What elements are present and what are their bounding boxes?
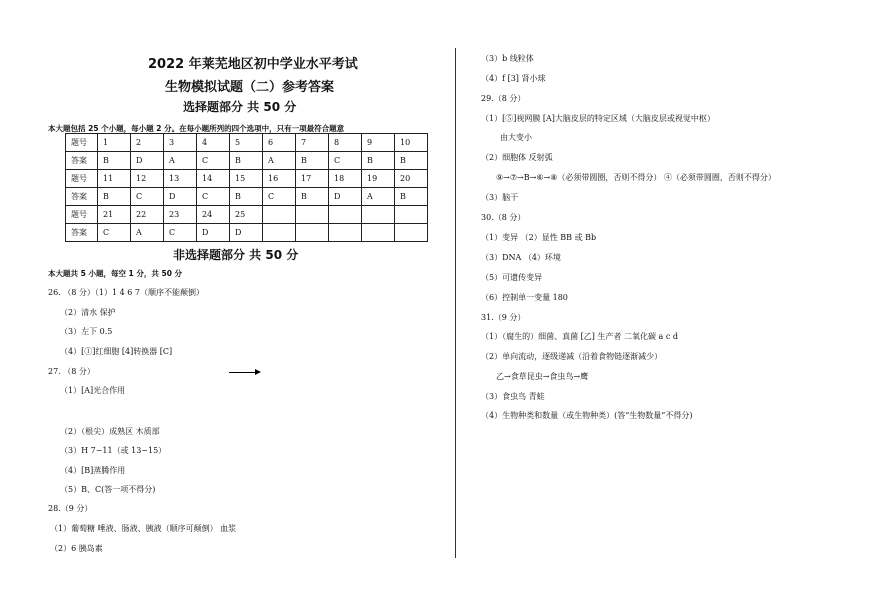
table-cell: 12 (131, 170, 164, 188)
table-cell (329, 206, 362, 224)
table-cell (329, 224, 362, 242)
right-line: （6）控制单一变量 180 (481, 293, 568, 302)
right-line: （1）（腐生的）细菌、真菌 [乙] 生产者 二氧化碳 a c d (481, 332, 678, 341)
column-divider (455, 48, 456, 558)
right-line: （3）DNA （4）环境 (481, 253, 561, 262)
row-header-cell: 答案 (66, 152, 98, 170)
table-cell (362, 224, 395, 242)
table-cell (395, 206, 428, 224)
left-line: （4）[①]红细胞 [4]转换器 [C] (60, 347, 173, 356)
table-cell (296, 206, 329, 224)
table-cell (395, 224, 428, 242)
table-cell: 7 (296, 134, 329, 152)
answer-key-title: 生物模拟试题（二）参考答案 (165, 80, 335, 95)
table-cell: 14 (197, 170, 230, 188)
right-line: （3）b 线粒体 (481, 54, 534, 63)
table-cell: 11 (98, 170, 131, 188)
right-line: （1）变异 （2）显性 BB 或 Bb (481, 233, 597, 242)
table-cell: A (263, 152, 296, 170)
table-cell: B (395, 188, 428, 206)
right-line: （5）可遗传变异 (481, 273, 543, 282)
row-header-cell: 题号 (66, 134, 98, 152)
table-cell: 22 (131, 206, 164, 224)
table-cell: 18 (329, 170, 362, 188)
table-cell: C (131, 188, 164, 206)
multiple-choice-instructions: 本大题包括 25 个小题，每小题 2 分。在每小题所列的四个选项中，只有一项最符合题意 (48, 124, 345, 133)
table-cell: B (230, 188, 263, 206)
table-cell: C (263, 188, 296, 206)
table-cell: D (230, 224, 263, 242)
table-row (66, 206, 428, 224)
table-cell: 13 (164, 170, 197, 188)
table-row (66, 170, 428, 188)
left-line: （4）[B]蒸腾作用 (60, 466, 126, 475)
table-cell: 2 (131, 134, 164, 152)
row-header-cell: 题号 (66, 170, 98, 188)
table-cell: C (164, 224, 197, 242)
table-cell: 3 (164, 134, 197, 152)
left-line: （2）清水 保护 (60, 308, 116, 317)
row-header-cell: 题号 (66, 206, 98, 224)
table-cell: B (98, 188, 131, 206)
table-cell: B (230, 152, 263, 170)
multiple-choice-heading: 选择题部分 共 50 分 (183, 100, 297, 114)
left-line: （1）[A]光合作用 (60, 386, 126, 395)
table-cell: B (296, 152, 329, 170)
right-line: （4）f [3] 肾小球 (481, 74, 546, 83)
table-cell: 9 (362, 134, 395, 152)
table-cell: 21 (98, 206, 131, 224)
table-row (66, 224, 428, 242)
table-cell: D (131, 152, 164, 170)
right-line: ⑨→⑦→B→⑥→⑧（必须带圆圈，否则不得分） ④（必须带圆圈，否则不得分） (496, 173, 776, 182)
table-cell: C (329, 152, 362, 170)
right-line: （4）生物种类和数量（或生物种类）(答“生物数量”不得分) (481, 411, 693, 420)
table-cell: 17 (296, 170, 329, 188)
left-line: （2）6 胰岛素 (50, 544, 103, 553)
table-row (66, 134, 428, 152)
table-cell: C (197, 152, 230, 170)
table-cell: 20 (395, 170, 428, 188)
right-line: 31.（9 分） (481, 313, 526, 322)
table-cell (263, 206, 296, 224)
table-cell: B (296, 188, 329, 206)
left-line: 28.（9 分） (48, 504, 93, 513)
table-row (66, 188, 428, 206)
table-cell: A (164, 152, 197, 170)
arrow-icon (229, 372, 259, 373)
left-line: （3）H 7~11（或 13~15） (60, 446, 167, 455)
left-line: 27. （8 分） (48, 367, 95, 376)
table-cell (263, 224, 296, 242)
table-cell (362, 206, 395, 224)
right-line: （2）单向流动，逐级递减（沿着食物链逐渐减少） (481, 352, 663, 361)
table-cell: 19 (362, 170, 395, 188)
row-header-cell: 答案 (66, 188, 98, 206)
table-cell: 23 (164, 206, 197, 224)
table-cell (296, 224, 329, 242)
non-choice-instructions: 本大题共 5 小题，每空 1 分，共 50 分 (48, 269, 183, 278)
right-line: 29.（8 分） (481, 94, 526, 103)
non-choice-heading: 非选择题部分 共 50 分 (173, 248, 299, 262)
right-line: （2）细胞体 反射弧 (481, 153, 553, 162)
row-header-cell: 答案 (66, 224, 98, 242)
table-cell: C (197, 188, 230, 206)
table-cell: B (395, 152, 428, 170)
table-row (66, 152, 428, 170)
table-cell: 6 (263, 134, 296, 152)
right-line: 30.（8 分） (481, 213, 526, 222)
table-cell: 15 (230, 170, 263, 188)
table-cell: C (98, 224, 131, 242)
exam-title: 2022 年莱芜地区初中学业水平考试 (148, 57, 358, 72)
table-cell: 8 (329, 134, 362, 152)
answer-table (65, 133, 428, 242)
table-cell: D (329, 188, 362, 206)
table-cell: 1 (98, 134, 131, 152)
right-line: （3）脑干 (481, 193, 519, 202)
table-cell: A (362, 188, 395, 206)
table-cell: 24 (197, 206, 230, 224)
table-cell: D (164, 188, 197, 206)
left-line: （2）（根尖）成熟区 木质部 (60, 427, 160, 436)
table-cell: A (131, 224, 164, 242)
table-cell: 25 (230, 206, 263, 224)
table-cell: 10 (395, 134, 428, 152)
table-cell: 4 (197, 134, 230, 152)
table-cell: D (197, 224, 230, 242)
left-line: （3）左下 0.5 (60, 327, 113, 336)
left-line: （5）B、C(答一项不得分) (60, 485, 156, 494)
table-cell: B (98, 152, 131, 170)
table-cell: B (362, 152, 395, 170)
table-cell: 5 (230, 134, 263, 152)
right-line: （3）食虫鸟 青蛙 (481, 392, 545, 401)
left-line: 26. （8 分）（1）1 4 6 7（顺序不能颠倒） (48, 288, 204, 297)
right-line: （1）[⑤]视网膜 [A]大脑皮层的特定区域（大脑皮层或视觉中枢） (481, 114, 715, 123)
right-line: 由大变小 (500, 133, 532, 142)
right-line: 乙→食草昆虫→食虫鸟→鹰 (496, 372, 589, 381)
table-cell: 16 (263, 170, 296, 188)
left-line: （1）葡萄糖 唾液、肠液、胰液（顺序可颠倒） 血浆 (50, 524, 237, 533)
